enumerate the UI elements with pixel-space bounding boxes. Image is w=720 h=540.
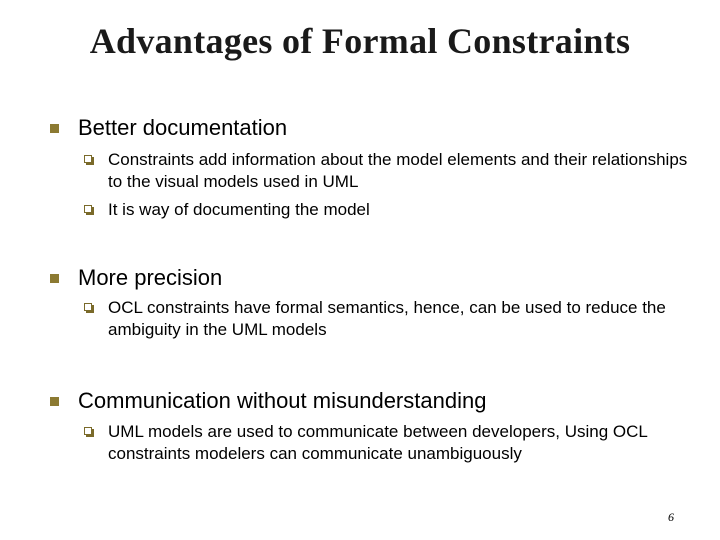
page-number: 6 (668, 510, 674, 524)
list-item-text: OCL constraints have formal semantics, hence, can be used to reduce the ambiguity in the UML models (108, 298, 666, 339)
hollow-square-bullet-icon (84, 427, 92, 435)
section-heading-label: Communication without misunderstanding (78, 388, 487, 413)
list-item-text: Constraints add information about the model elements and their relationships to the visual models used in UML (108, 150, 688, 191)
slide-title: Advantages of Formal Constraints (89, 21, 631, 61)
section-heading-label: Better documentation (78, 115, 288, 140)
section-heading-label: More precision (78, 265, 223, 290)
list-item-text: UML models are used to communicate between developers, Using OCL constraints modelers can communicate unambiguously (108, 422, 648, 463)
hollow-square-bullet-icon (84, 155, 92, 163)
filled-square-bullet-icon (50, 397, 59, 406)
hollow-square-bullet-icon (84, 303, 92, 311)
hollow-square-bullet-icon (84, 205, 92, 213)
list-item-text: It is way of documenting the model (108, 200, 370, 219)
filled-square-bullet-icon (50, 274, 59, 283)
filled-square-bullet-icon (50, 124, 59, 133)
